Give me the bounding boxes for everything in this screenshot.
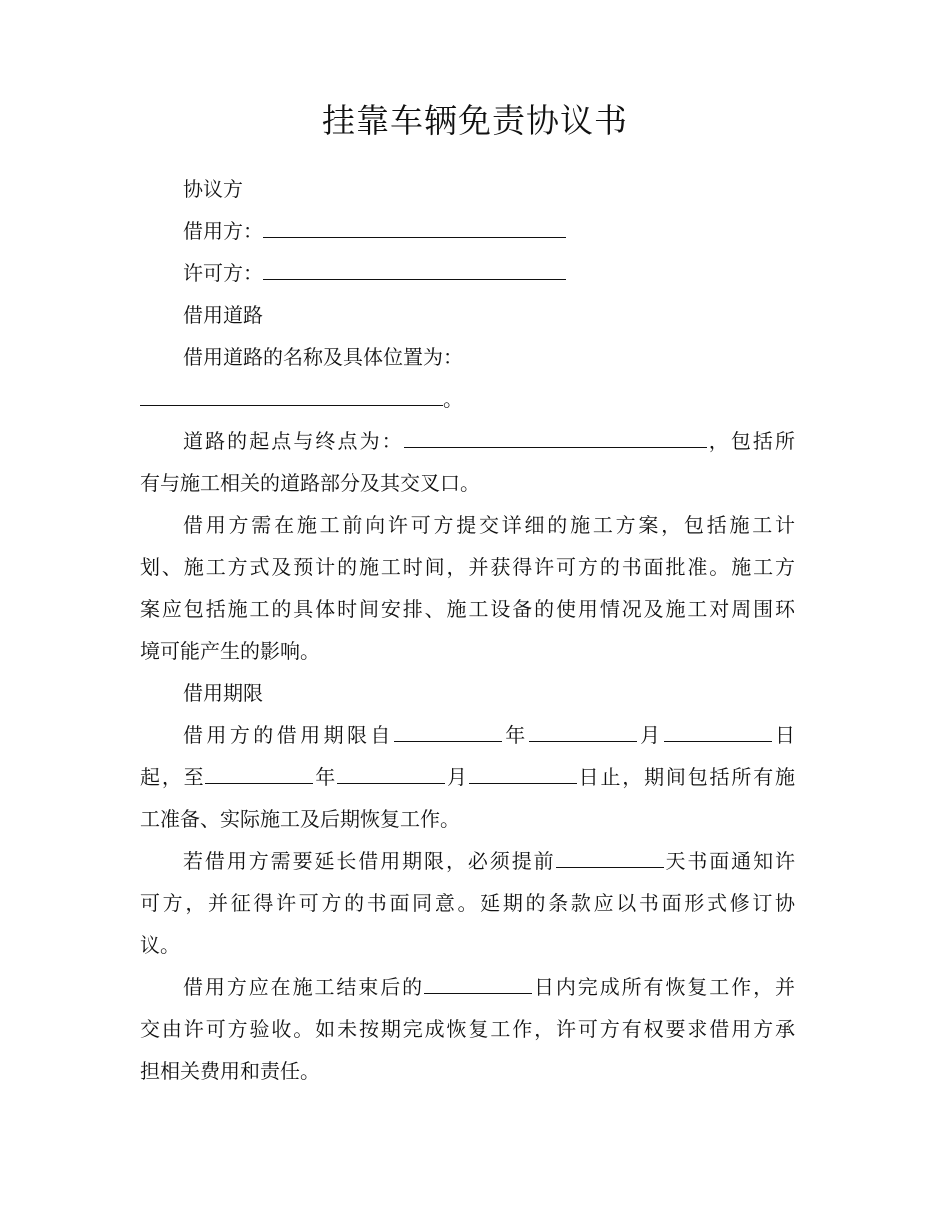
extension-cont-1: 可方，并征得许可方的书面同意。延期的条款应以书面形式修订协 (140, 891, 795, 915)
period-to-cont: 工准备、实际施工及后期恢复工作。 (140, 807, 460, 831)
road-startend-cont: 有与施工相关的道路部分及其交叉口。 (140, 471, 480, 495)
to-day-blank (469, 756, 577, 784)
parties-heading: 协议方 (183, 177, 243, 201)
extension-line (140, 840, 795, 882)
licensor-blank (263, 252, 566, 280)
to-year-blank (205, 756, 313, 784)
plan-line-1: 借用方需在施工前向许可方提交详细的施工方案，包括施工计 (183, 513, 795, 537)
plan-line-2: 划、施工方式及预计的施工时间，并获得许可方的书面批准。施工方 (140, 555, 795, 579)
restore-cont-1: 交由许可方验收。如未按期完成恢复工作，许可方有权要求借用方承 (140, 1017, 795, 1041)
plan-line-3: 案应包括施工的具体时间安排、施工设备的使用情况及施工对周围环 (140, 597, 795, 621)
road-startend-suffix: ，包括所 (706, 429, 796, 453)
road-startend-prefix: 道路的起点与终点为： (183, 429, 404, 453)
road-name-blank (140, 378, 443, 406)
plan-line-4: 境可能产生的影响。 (140, 639, 320, 663)
borrower-line (140, 210, 795, 252)
to-month-blank (337, 756, 445, 784)
road-heading: 借用道路 (183, 303, 263, 327)
road-startend-blank (404, 420, 707, 448)
period-to-prefix: 起，至 (140, 765, 206, 789)
licensor-line (140, 252, 795, 294)
from-month-label: 月 (636, 723, 664, 747)
road-startend-line (140, 420, 795, 462)
document-body (140, 168, 795, 1092)
period-from-prefix: 借用方的借用期限自 (183, 723, 394, 747)
period-heading: 借用期限 (183, 681, 263, 705)
extension-prefix: 若借用方需要延长借用期限，必须提前 (183, 849, 556, 873)
extension-cont-2: 议。 (140, 933, 180, 957)
restore-suffix: 日内完成所有恢复工作，并 (532, 975, 796, 999)
to-year-label: 年 (313, 765, 338, 789)
from-day-label: 日 (771, 723, 796, 747)
road-name-line: 借用道路的名称及具体位置为： (183, 345, 463, 369)
borrower-label: 借用方： (183, 219, 263, 243)
restore-days-blank (424, 966, 532, 994)
from-year-blank (394, 714, 502, 742)
document-title: 挂靠车辆免责协议书 (322, 101, 628, 140)
from-day-blank (664, 714, 772, 742)
period-to-suffix: 日止，期间包括所有施 (576, 765, 796, 789)
restore-cont-2: 担相关费用和责任。 (140, 1059, 320, 1083)
restore-line (140, 966, 795, 1008)
to-month-label: 月 (445, 765, 469, 789)
restore-prefix: 借用方应在施工结束后的 (183, 975, 425, 999)
road-name-end: 。 (443, 387, 463, 411)
licensor-label: 许可方： (183, 261, 263, 285)
borrower-blank (263, 210, 566, 238)
from-year-label: 年 (501, 723, 529, 747)
period-from-line (140, 714, 795, 756)
from-month-blank (529, 714, 637, 742)
period-to-line (140, 756, 795, 798)
road-name-blank-line (140, 378, 795, 420)
extension-days-blank (556, 840, 664, 868)
extension-suffix: 天书面通知许 (663, 849, 796, 873)
